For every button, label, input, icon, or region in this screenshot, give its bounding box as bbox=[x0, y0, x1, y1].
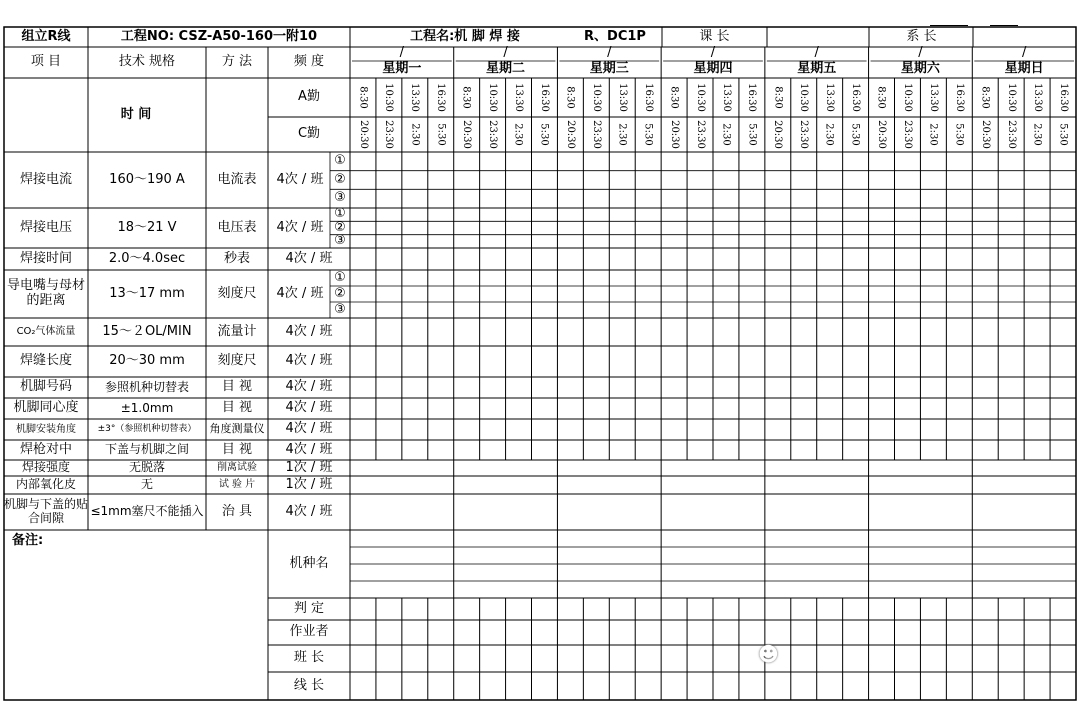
item-spec: 15～２OL/MIN bbox=[102, 323, 192, 339]
sub-row-mark: ① bbox=[334, 270, 346, 285]
time-c-5-3: 2:30 bbox=[824, 123, 836, 146]
time-a-6-4: 16:30 bbox=[953, 83, 965, 112]
time-a-4-3: 13:30 bbox=[720, 83, 732, 112]
time-c-7-3: 2:30 bbox=[1031, 123, 1043, 146]
time-a-3-1: 8:30 bbox=[564, 86, 576, 109]
section-chief-label: 课 长 bbox=[699, 28, 730, 44]
time-c-7-4: 5:30 bbox=[1057, 123, 1069, 146]
time-c-3-1: 20:30 bbox=[564, 120, 576, 149]
sub-row-mark: ③ bbox=[334, 190, 346, 206]
sub-row-mark: ② bbox=[334, 171, 346, 187]
time-c-2-1: 20:30 bbox=[461, 120, 473, 149]
time-a-1-4: 16:30 bbox=[435, 83, 447, 112]
sub-row-mark: ① bbox=[334, 208, 346, 222]
item-method: 目 视 bbox=[221, 441, 253, 457]
weekday-2: 星期二 bbox=[486, 60, 526, 76]
shift-a-label: A勤 bbox=[298, 89, 320, 105]
item-method: 刻度尺 bbox=[217, 285, 257, 301]
item-spec: 20～30 mm bbox=[109, 353, 185, 369]
item-spec: ±3°（参照机种切替表） bbox=[97, 424, 197, 435]
wechat-icon: ☻ bbox=[758, 642, 779, 666]
footer-row-4: 线 长 bbox=[293, 677, 325, 693]
item-spec: 参照机种切替表 bbox=[104, 379, 189, 394]
remarks-label: 备注: bbox=[12, 532, 44, 548]
time-c-3-4: 5:30 bbox=[642, 123, 654, 146]
time-a-5-1: 8:30 bbox=[772, 86, 784, 109]
time-a-7-1: 8:30 bbox=[979, 86, 991, 109]
item-method: 试 验 片 bbox=[218, 479, 256, 491]
time-c-1-1: 20:30 bbox=[357, 120, 369, 149]
time-a-5-2: 10:30 bbox=[798, 83, 810, 112]
time-a-6-2: 10:30 bbox=[901, 83, 913, 112]
item-name: 焊缝长度 bbox=[19, 353, 72, 369]
time-a-4-2: 10:30 bbox=[694, 83, 706, 112]
col-item: 项 目 bbox=[30, 54, 62, 70]
time-a-3-4: 16:30 bbox=[642, 83, 654, 112]
time-c-7-2: 23:30 bbox=[1005, 120, 1017, 149]
item-name: 焊接电压 bbox=[19, 219, 72, 235]
item-frequency: 4次 / 班 bbox=[285, 421, 333, 437]
time-c-5-4: 5:30 bbox=[850, 123, 862, 146]
time-a-3-3: 13:30 bbox=[616, 83, 628, 112]
item-name: 导电嘴与母材的距离 bbox=[6, 278, 85, 308]
process-name: 工程名:机 脚 焊 接 bbox=[410, 28, 520, 44]
item-spec: 2.0～4.0sec bbox=[108, 250, 186, 266]
time-a-3-2: 10:30 bbox=[590, 83, 602, 112]
item-frequency: 4次 / 班 bbox=[285, 353, 333, 369]
time-c-3-2: 23:30 bbox=[590, 120, 602, 149]
time-a-4-4: 16:30 bbox=[746, 83, 758, 112]
time-c-6-3: 2:30 bbox=[927, 123, 939, 146]
time-c-7-1: 20:30 bbox=[979, 120, 991, 149]
time-a-5-4: 16:30 bbox=[850, 83, 862, 112]
item-name: 机脚号码 bbox=[19, 379, 72, 395]
col-spec: 技术 规格 bbox=[118, 54, 176, 70]
weekday-5: 星期五 bbox=[797, 60, 837, 76]
footer-row-1: 判 定 bbox=[293, 600, 325, 616]
time-c-2-2: 23:30 bbox=[487, 120, 499, 149]
line-name: 组立R线 bbox=[21, 28, 71, 44]
item-frequency: 1次 / 班 bbox=[285, 460, 333, 475]
item-name: 机脚安装角度 bbox=[16, 423, 76, 435]
item-method: 刻度尺 bbox=[217, 353, 257, 369]
time-c-6-4: 5:30 bbox=[953, 123, 965, 146]
weekday-4: 星期四 bbox=[693, 60, 733, 76]
item-spec: 18～21 V bbox=[117, 219, 177, 235]
item-method: 目 视 bbox=[221, 379, 253, 395]
time-c-5-2: 23:30 bbox=[798, 120, 810, 149]
time-c-1-2: 23:30 bbox=[383, 120, 395, 149]
item-frequency: 4次 / 班 bbox=[285, 503, 333, 519]
time-a-4-1: 8:30 bbox=[668, 86, 680, 109]
item-method: 流量计 bbox=[217, 323, 257, 339]
time-c-2-4: 5:30 bbox=[538, 123, 550, 146]
time-c-1-3: 2:30 bbox=[409, 123, 421, 146]
time-a-2-2: 10:30 bbox=[487, 83, 499, 112]
time-a-2-4: 16:30 bbox=[538, 83, 550, 112]
item-name: CO₂气体流量 bbox=[16, 326, 76, 338]
model-name: R、DC1P bbox=[584, 28, 646, 44]
item-name: 焊接强度 bbox=[21, 460, 70, 475]
date-slash: / bbox=[814, 46, 819, 60]
time-a-1-1: 8:30 bbox=[357, 86, 369, 109]
time-a-2-3: 13:30 bbox=[513, 83, 525, 112]
item-spec: 下盖与机脚之间 bbox=[104, 442, 189, 457]
date-slash: / bbox=[399, 46, 405, 60]
date-slash: / bbox=[1021, 46, 1027, 60]
weekday-7: 星期日 bbox=[1004, 60, 1044, 76]
item-frequency: 4次 / 班 bbox=[285, 441, 333, 457]
item-frequency: 4次 / 班 bbox=[276, 171, 324, 187]
time-c-6-1: 20:30 bbox=[876, 120, 888, 149]
date-slash: / bbox=[918, 46, 923, 60]
item-spec: 160～190 A bbox=[109, 171, 185, 187]
time-a-2-1: 8:30 bbox=[461, 86, 473, 109]
item-name: 焊接时间 bbox=[19, 250, 72, 266]
item-spec: 无脱落 bbox=[128, 460, 165, 475]
item-spec: 无 bbox=[140, 477, 153, 492]
footer-machine-name: 机种名 bbox=[289, 555, 329, 571]
time-a-7-4: 16:30 bbox=[1057, 83, 1069, 112]
footer-row-2: 作业者 bbox=[289, 624, 329, 640]
weekday-6: 星期六 bbox=[900, 60, 940, 76]
item-frequency: 4次 / 班 bbox=[285, 379, 333, 395]
time-c-4-3: 2:30 bbox=[720, 123, 732, 146]
weekday-3: 星期三 bbox=[589, 60, 629, 76]
time-a-7-3: 13:30 bbox=[1031, 83, 1043, 112]
time-a-6-3: 13:30 bbox=[927, 83, 939, 112]
item-frequency: 4次 / 班 bbox=[276, 219, 324, 235]
time-c-6-2: 23:30 bbox=[901, 120, 913, 149]
date-slash: / bbox=[710, 46, 716, 60]
process-no: 工程NO: CSZ-A50-160一附10 bbox=[120, 28, 318, 44]
time-a-7-2: 10:30 bbox=[1005, 83, 1017, 112]
date-slash: / bbox=[607, 46, 612, 60]
item-frequency: 1次 / 班 bbox=[285, 476, 333, 492]
time-c-2-3: 2:30 bbox=[513, 123, 525, 146]
time-a-1-3: 13:30 bbox=[409, 83, 421, 112]
item-frequency: 4次 / 班 bbox=[285, 323, 333, 339]
time-c-4-4: 5:30 bbox=[746, 123, 758, 146]
sub-row-mark: ② bbox=[334, 286, 346, 301]
time-a-1-2: 10:30 bbox=[383, 83, 395, 112]
footer-row-3: 班 长 bbox=[293, 650, 325, 666]
weekday-1: 星期一 bbox=[382, 60, 422, 76]
item-name: 内部氧化皮 bbox=[15, 477, 76, 492]
item-method: 电压表 bbox=[217, 219, 257, 235]
time-c-4-2: 23:30 bbox=[694, 120, 706, 149]
item-frequency: 4次 / 班 bbox=[276, 285, 324, 301]
item-name: 焊接电流 bbox=[19, 171, 72, 187]
item-method: 治 具 bbox=[221, 503, 253, 519]
item-method: 电流表 bbox=[217, 171, 257, 187]
time-c-4-1: 20:30 bbox=[668, 120, 680, 149]
col-method: 方 法 bbox=[221, 54, 253, 70]
item-name: 机脚同心度 bbox=[13, 400, 79, 416]
time-label: 时 间 bbox=[120, 106, 152, 122]
item-spec: ≤1mm塞尺不能插入 bbox=[90, 504, 204, 519]
item-method: 目 视 bbox=[221, 400, 253, 416]
time-a-5-3: 13:30 bbox=[824, 83, 836, 112]
item-method: 角度测量仪 bbox=[209, 422, 265, 436]
item-spec: ±1.0mm bbox=[120, 400, 174, 415]
item-spec: 13～17 mm bbox=[109, 285, 185, 301]
sub-row-mark: ③ bbox=[334, 302, 346, 317]
col-frequency: 频 度 bbox=[293, 54, 325, 70]
item-name: 焊枪对中 bbox=[19, 441, 72, 457]
time-a-6-1: 8:30 bbox=[876, 86, 888, 109]
time-c-3-3: 2:30 bbox=[616, 123, 628, 146]
time-c-1-4: 5:30 bbox=[435, 123, 447, 146]
shift-c-label: C勤 bbox=[297, 126, 321, 142]
date-slash: / bbox=[503, 46, 508, 60]
item-name: 机脚与下盖的贴合间隙 bbox=[4, 497, 88, 525]
time-c-5-1: 20:30 bbox=[772, 120, 784, 149]
sub-row-mark: ② bbox=[334, 221, 346, 235]
sub-row-mark: ① bbox=[334, 152, 346, 168]
dept-chief-label: 系 长 bbox=[906, 28, 937, 44]
sub-row-mark: ③ bbox=[334, 234, 346, 248]
item-method: 秒表 bbox=[223, 250, 250, 266]
item-frequency: 4次 / 班 bbox=[285, 250, 333, 266]
item-method: 削离试验 bbox=[217, 462, 257, 474]
item-frequency: 4次 / 班 bbox=[285, 400, 333, 416]
